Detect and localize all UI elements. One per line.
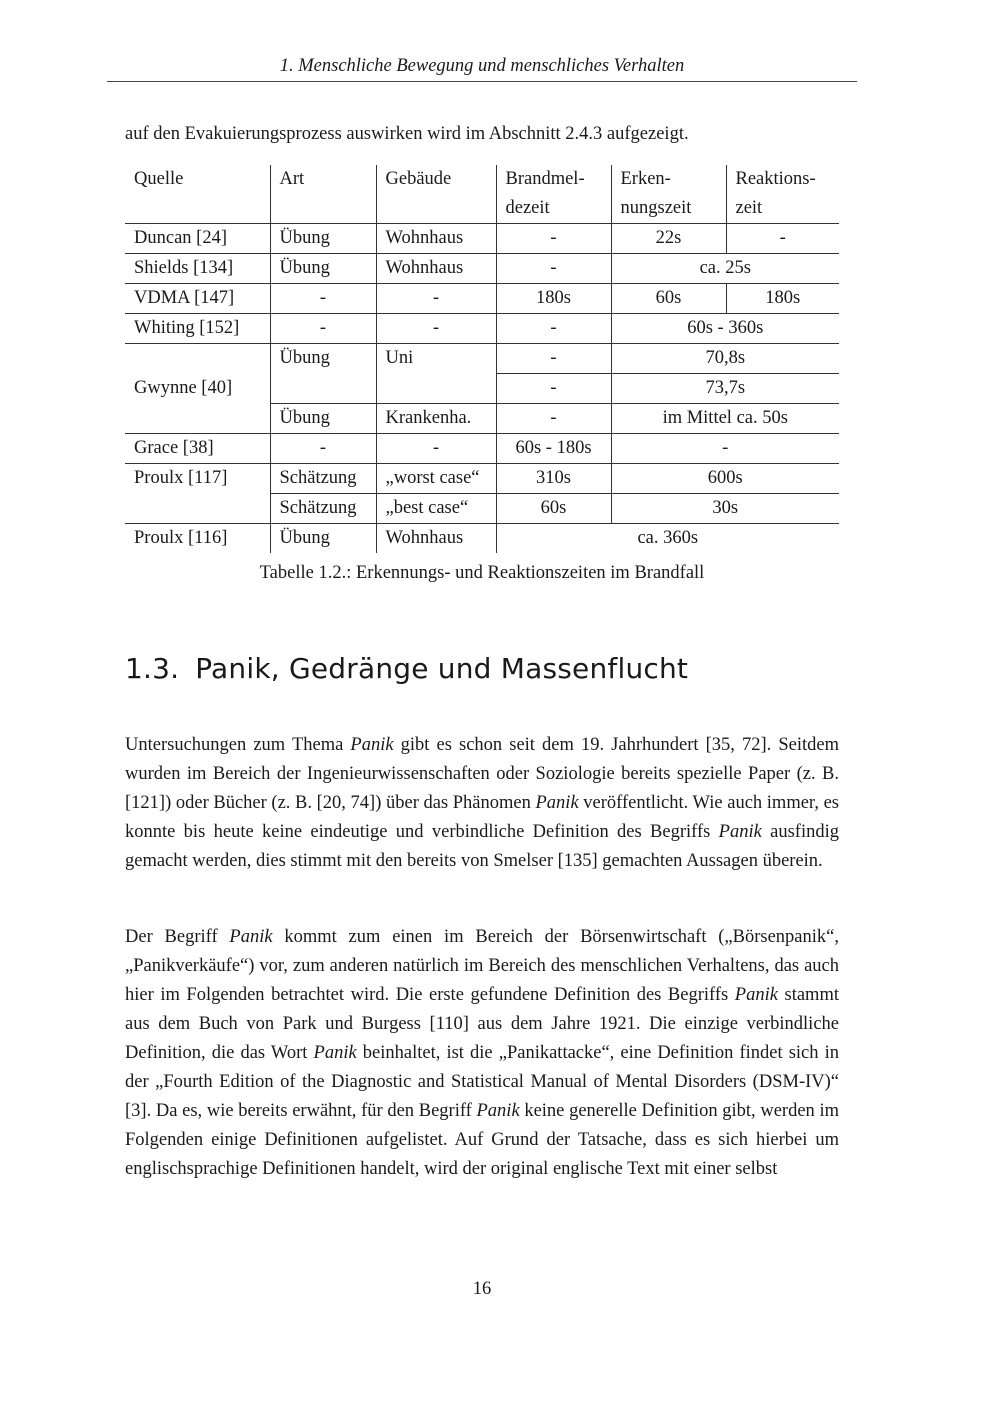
cell-erkennung-reaktion: ca. 25s <box>611 254 839 284</box>
cell-reaktionszeit: - <box>726 224 839 254</box>
cell-art: Schätzung <box>270 464 376 494</box>
header-art: Art <box>270 165 376 194</box>
cell-quelle: VDMA [147] <box>125 284 270 314</box>
cell-combined-times: ca. 360s <box>496 524 839 554</box>
cell-brandmeldezeit: 60s <box>496 494 611 524</box>
cell-gebaeude: Uni <box>376 344 496 404</box>
cell-brandmeldezeit: - <box>496 314 611 344</box>
cell-brandmeldezeit: - <box>496 344 611 374</box>
cell-quelle: Shields [134] <box>125 254 270 284</box>
cell-erkennung-reaktion: 73,7s <box>611 374 839 404</box>
cell-art: - <box>270 434 376 464</box>
cell-gebaeude: „worst case“ <box>376 464 496 494</box>
paragraph-2: Der Begriff Panik kommt zum einen im Bereich der Börsenwirtschaft („Börsenpanik“, „Panikverkäufe“) vor, zum anderen natürlich im Bereich des menschlichen Verhaltens, das auch hier im Folgenden betrachtet wird. Die erste gefundene Definition des Begriffs Panik stammt aus dem Buch von Park und Burgess [110] aus dem Jahre 1921. Die einzige verbindliche Definition, die das Wort Panik beinhaltet, ist die „Panikattacke“, eine Definition findet sich in der „Fourth Edition of the Diagnostic and Statistical Manual of Mental Disorders (DSM-IV)“ [3]. Da es, wie bereits erwähnt, für den Begriff Panik keine generelle Definition gibt, werden im Folgenden einige Definitionen aufgelistet. Auf Grund der Tatsache, dass es sich hierbei um englischsprachige Definitionen handelt, wird der original englische Text mit einer selbst <box>125 927 840 1179</box>
table-row <box>125 434 839 464</box>
table-row <box>125 344 839 374</box>
cell-gebaeude: Wohnhaus <box>376 254 496 284</box>
cell-brandmeldezeit: 310s <box>496 464 611 494</box>
cell-quelle: Gwynne [40] <box>125 344 270 434</box>
table-header-row-2 <box>125 194 839 224</box>
cell-art: Übung <box>270 524 376 554</box>
header-erkennungszeit-1: Erken- <box>611 165 726 194</box>
cell-gebaeude: „best case“ <box>376 494 496 524</box>
running-head: 1. Menschliche Bewegung und menschliches Verhalten <box>279 56 685 76</box>
cell-erkennung-reaktion: 60s - 360s <box>611 314 839 344</box>
header-erkennungszeit-2: nungszeit <box>611 194 726 224</box>
cell-art: Übung <box>270 404 376 434</box>
cell-gebaeude: - <box>376 314 496 344</box>
cell-brandmeldezeit: - <box>496 254 611 284</box>
cell-erkennungszeit: 60s <box>611 284 726 314</box>
cell-brandmeldezeit: - <box>496 224 611 254</box>
cell-art: Übung <box>270 224 376 254</box>
table-row <box>125 224 839 254</box>
header-gebaeude: Gebäude <box>376 165 496 194</box>
cell-gebaeude: Wohnhaus <box>376 524 496 554</box>
table-row <box>125 314 839 344</box>
cell-quelle: Proulx [116] <box>125 524 270 554</box>
cell-quelle: Proulx [117] <box>125 464 270 524</box>
cell-gebaeude: - <box>376 434 496 464</box>
cell-erkennungszeit: 22s <box>611 224 726 254</box>
cell-art: - <box>270 284 376 314</box>
cell-brandmeldezeit: - <box>496 374 611 404</box>
page-number: 16 <box>472 1279 492 1299</box>
section-heading <box>125 652 688 685</box>
cell-gebaeude: - <box>376 284 496 314</box>
cell-erkennung-reaktion: - <box>611 434 839 464</box>
header-rule <box>107 81 857 82</box>
cell-art: Schätzung <box>270 494 376 524</box>
table-row <box>125 464 839 494</box>
header-reaktionszeit-1: Reaktions- <box>726 165 839 194</box>
cell-brandmeldezeit: 60s - 180s <box>496 434 611 464</box>
cell-brandmeldezeit: 180s <box>496 284 611 314</box>
table-row <box>125 524 839 554</box>
table-header-row <box>125 165 839 194</box>
cell-gebaeude: Krankenha. <box>376 404 496 434</box>
header-quelle: Quelle <box>134 169 184 189</box>
cell-brandmeldezeit: - <box>496 404 611 434</box>
cell-erkennung-reaktion: 30s <box>611 494 839 524</box>
header-brandmeldezeit-1: Brandmel- <box>496 165 611 194</box>
header-reaktionszeit-2: zeit <box>726 194 839 224</box>
cell-art: Übung <box>270 344 376 404</box>
cell-erkennung-reaktion: 70,8s <box>611 344 839 374</box>
section-number: 1.3. <box>125 652 180 685</box>
cell-gebaeude: Wohnhaus <box>376 224 496 254</box>
cell-erkennung-reaktion: 600s <box>611 464 839 494</box>
cell-art: Übung <box>270 254 376 284</box>
section-title: Panik, Gedränge und Massenflucht <box>195 652 689 685</box>
intro-line: auf den Evakuierungsprozess auswirken wird im Abschnitt 2.4.3 aufgezeigt. <box>125 124 689 144</box>
reaction-times-table <box>125 165 839 553</box>
cell-quelle: Whiting [152] <box>125 314 270 344</box>
cell-erkennung-reaktion: im Mittel ca. 50s <box>611 404 839 434</box>
cell-reaktionszeit: 180s <box>726 284 839 314</box>
table-caption: Tabelle 1.2.: Erkennungs- und Reaktionszeiten im Brandfall <box>259 563 705 583</box>
cell-quelle: Duncan [24] <box>125 224 270 254</box>
cell-quelle: Grace [38] <box>125 434 270 464</box>
table-row <box>125 284 839 314</box>
table-row <box>125 254 839 284</box>
paragraph-1: Untersuchungen zum Thema Panik gibt es schon seit dem 19. Jahrhundert [35, 72]. Seitdem wurden im Bereich der Ingenieurwissenschaften oder Soziologie bereits spezielle Paper (z. B. [121]) oder Bücher (z. B. [20, 74]) über das Phänomen Panik veröffentlicht. Wie auch immer, es konnte bis heute keine eindeutige und verbindliche Definition des Begriffs Panik ausfindig gemacht werden, dies stimmt mit den bereits von Smelser [135] gemachten Aussagen überein. <box>125 735 839 871</box>
header-brandmeldezeit-2: dezeit <box>496 194 611 224</box>
cell-art: - <box>270 314 376 344</box>
